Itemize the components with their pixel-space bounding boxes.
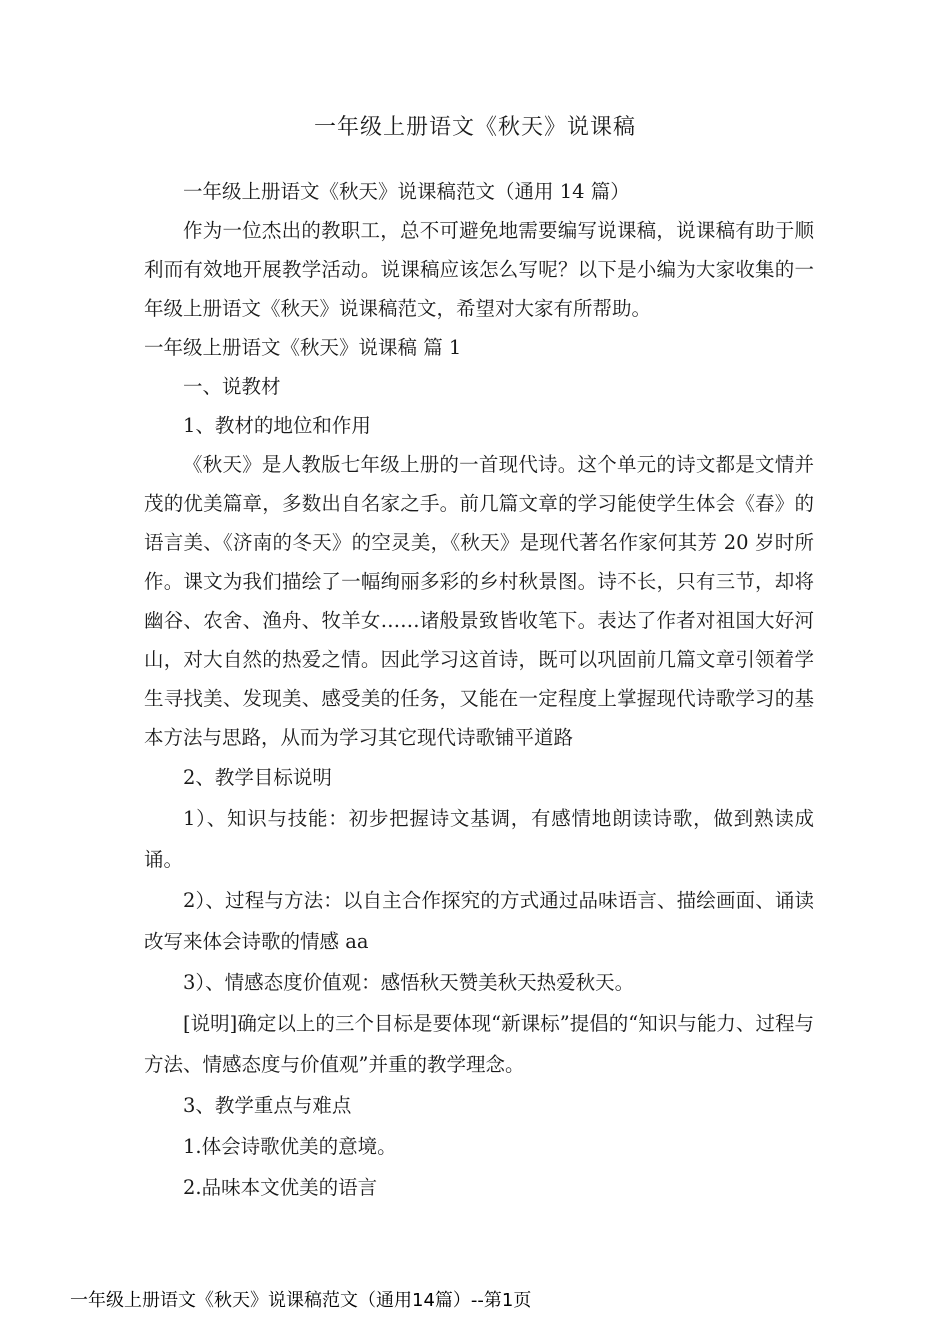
- objective-process: 2）、过程与方法：以自主合作探究的方式通过品味语言、描绘画面、诵读改写来体会诗歌的情感 aa: [144, 889, 814, 953]
- document-title: 一年级上册语文《秋天》说课稿: [313, 115, 636, 140]
- heading-status-role: 1、教材的地位和作用: [183, 414, 371, 437]
- objective-knowledge: 1）、知识与技能：初步把握诗文基调，有感情地朗读诗歌，做到熟读成诵。: [144, 807, 814, 871]
- objective-note: [说明]确定以上的三个目标是要体现“新课标”提倡的“知识与能力、过程与方法、情感态度与价值观”并重的教学理念。: [144, 1012, 814, 1076]
- subtitle-paragraph: 一年级上册语文《秋天》说课稿范文（通用 14 篇）: [183, 180, 630, 203]
- document-body: [144, 172, 814, 1208]
- heading-textbook: 一、说教材: [183, 375, 281, 398]
- intro-paragraph: 作为一位杰出的教职工，总不可避免地需要编写说课稿，说课稿有助于顺利而有效地开展教学活动。说课稿应该怎么写呢？以下是小编为大家收集的一年级上册语文《秋天》说课稿范文，希望对大家有所帮助。: [144, 219, 814, 320]
- objective-attitude: 3）、情感态度价值观：感悟秋天赞美秋天热爱秋天。: [183, 971, 635, 994]
- heading-key-points: 3、教学重点与难点: [183, 1094, 352, 1117]
- key-point-1: 1.体会诗歌优美的意境。: [183, 1135, 397, 1158]
- key-point-2: 2.品味本文优美的语言: [183, 1176, 378, 1199]
- heading-objectives: 2、教学目标说明: [183, 766, 332, 789]
- page-footer: 一年级上册语文《秋天》说课稿范文（通用14篇）--第1页: [70, 1290, 532, 1311]
- textbook-paragraph: 《秋天》是人教版七年级上册的一首现代诗。这个单元的诗文都是文情并茂的优美篇章，多数出自名家之手。前几篇文章的学习能使学生体会《春》的语言美、《济南的冬天》的空灵美，《秋天》是现代著名作家何其芳 20 岁时所作。课文为我们描绘了一幅绚丽多彩的乡村秋景图。诗不长，只有三节，却将幽谷、农舍、渔舟、牧羊女……诸般景致皆收笔下。表达了作者对祖国大好河山，对大自然的热爱之情。因此学习这首诗，既可以巩固前几篇文章引领着学生寻找美、发现美、感受美的任务，又能在一定程度上掌握现代诗歌学习的基本方法与思路，从而为学习其它现代诗歌铺平道路: [144, 453, 814, 749]
- section-heading: 一年级上册语文《秋天》说课稿 篇 1: [144, 336, 462, 359]
